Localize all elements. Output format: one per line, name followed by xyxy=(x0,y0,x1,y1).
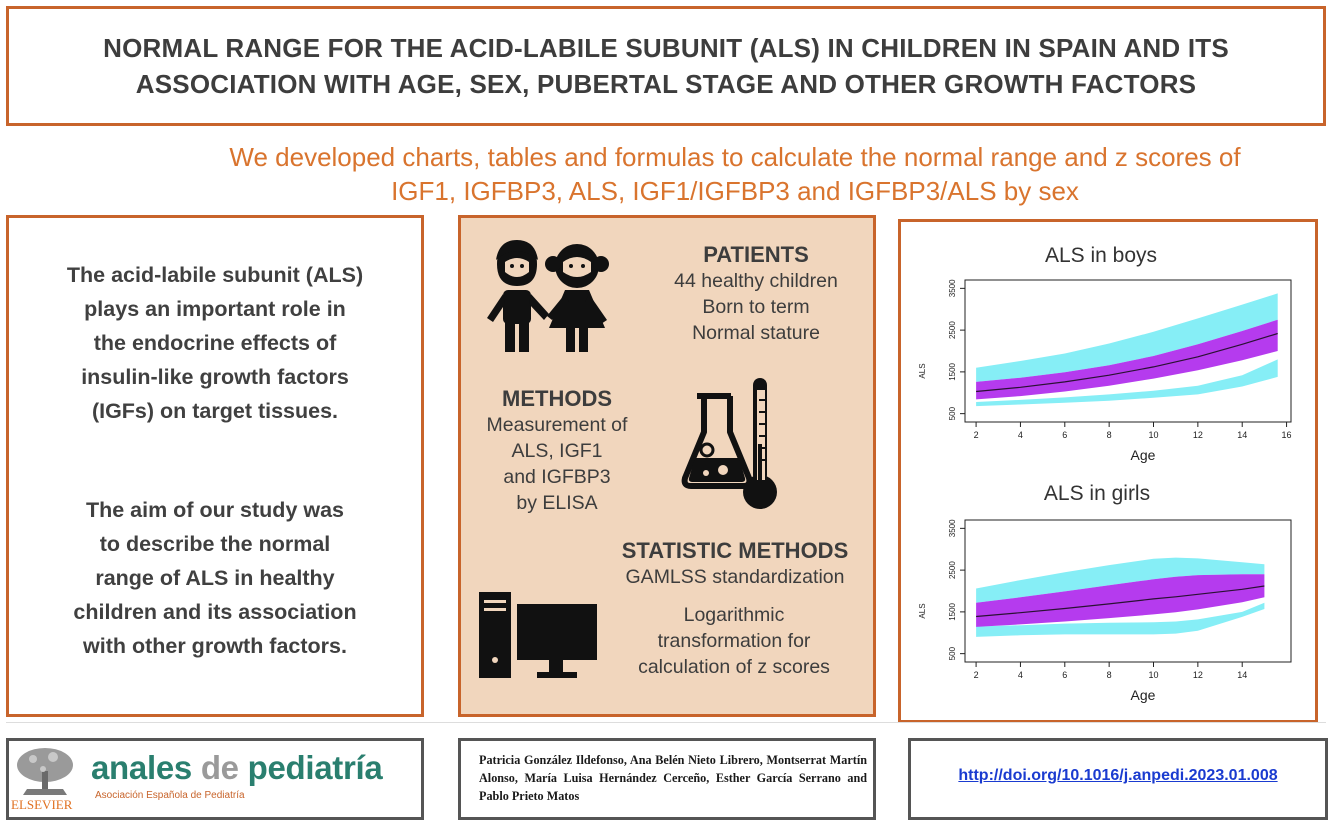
journal-name-part: de xyxy=(200,749,239,786)
x-tick-label: 8 xyxy=(1106,670,1112,680)
journal-box xyxy=(6,738,424,820)
y-axis-label: ALS xyxy=(918,603,927,619)
subtitle-line-1: We developed charts, tables and formulas to calculate the normal range and z scores of xyxy=(229,142,1241,172)
y-tick-label: 1500 xyxy=(948,362,957,381)
intro-line: (IGFs) on target tissues. xyxy=(91,399,339,423)
patients-line: 44 healthy children xyxy=(674,270,838,292)
footer-divider xyxy=(6,722,1326,723)
x-tick-label: 4 xyxy=(1017,430,1023,440)
journal-name-part: pediatría xyxy=(238,749,383,786)
patients-line: Normal stature xyxy=(692,322,820,344)
statistic-line: GAMLSS standardization xyxy=(625,566,845,588)
x-axis-label: Age xyxy=(1130,447,1156,463)
statistic-heading: STATISTIC METHODS xyxy=(621,538,849,563)
journal-name-part: anales xyxy=(91,749,201,786)
authors-box xyxy=(458,738,876,820)
x-tick-label: 14 xyxy=(1237,430,1248,440)
doi-link[interactable]: http://doi.org/10.1016/j.anpedi.2023.01.008 xyxy=(958,767,1278,784)
title-box xyxy=(6,6,1326,126)
intro-line: insulin-like growth factors xyxy=(81,365,349,389)
aim-line: to describe the normal xyxy=(99,532,331,556)
introduction-panel xyxy=(6,215,424,717)
patients-line: Born to term xyxy=(702,296,810,318)
aim-line: range of ALS in healthy xyxy=(95,566,335,590)
methods-panel xyxy=(458,215,876,717)
authors: Patricia González Ildefonso, Ana Belén Nieto Librero, Montserrat Martín Alonso, María Luisa Hernández Cerceño, Esther García Serrano and Pablo Prieto Matos xyxy=(479,753,867,803)
x-tick-label: 16 xyxy=(1281,430,1292,440)
methods-line: by ELISA xyxy=(516,492,598,514)
laboratory-icon xyxy=(679,374,789,516)
y-tick-label: 1500 xyxy=(948,602,957,621)
intro-text xyxy=(23,258,407,428)
x-tick-label: 6 xyxy=(1062,670,1068,680)
statistic-block xyxy=(597,538,873,590)
children-icon xyxy=(477,236,617,356)
aim-text xyxy=(23,493,407,663)
x-tick-label: 2 xyxy=(973,430,979,440)
intro-line: The acid-labile subunit (ALS) xyxy=(66,263,364,287)
aim-line: children and its association xyxy=(73,600,357,624)
journal-subtitle: Asociación Española de Pediatría xyxy=(95,790,245,801)
intro-line: plays an important role in xyxy=(84,297,346,321)
aim-line: with other growth factors. xyxy=(83,634,347,658)
methods-block xyxy=(467,386,647,516)
x-tick-label: 10 xyxy=(1148,430,1159,440)
x-tick-label: 12 xyxy=(1192,430,1203,440)
chart-title-girls: ALS in girls xyxy=(1043,482,1151,505)
methods-line: Measurement of xyxy=(486,414,628,436)
methods-line: and IGFBP3 xyxy=(503,466,611,488)
x-tick-label: 14 xyxy=(1237,670,1248,680)
y-axis-label: ALS xyxy=(918,363,927,379)
intro-line: the endocrine effects of xyxy=(93,331,337,355)
doi-box xyxy=(908,738,1328,820)
y-tick-label: 500 xyxy=(948,406,957,421)
patients-heading: PATIENTS xyxy=(703,242,809,267)
y-tick-label: 500 xyxy=(948,646,957,661)
x-tick-label: 2 xyxy=(973,670,979,680)
publisher-name: ELSEVIER xyxy=(11,797,73,812)
x-tick-label: 10 xyxy=(1148,670,1159,680)
elsevier-tree-logo xyxy=(13,745,77,797)
statistic-line: transformation for xyxy=(657,630,811,652)
statistic-line: Logarithmic xyxy=(683,604,785,626)
statistic-line: calculation of z scores xyxy=(638,656,830,678)
methods-line: ALS, IGF1 xyxy=(511,440,603,462)
subtitle-line-2: IGF1, IGFBP3, ALS, IGF1/IGFBP3 and IGFBP3/ALS by sex xyxy=(391,176,1079,206)
patients-block xyxy=(651,242,861,346)
journal-name xyxy=(91,749,382,787)
methods-heading: METHODS xyxy=(502,386,612,411)
x-tick-label: 8 xyxy=(1106,430,1112,440)
x-tick-label: 12 xyxy=(1192,670,1203,680)
x-axis-label: Age xyxy=(1130,687,1156,703)
y-tick-label: 3500 xyxy=(948,279,957,298)
girls-chart xyxy=(901,510,1311,710)
y-tick-label: 2500 xyxy=(948,561,957,580)
x-tick-label: 4 xyxy=(1017,670,1023,680)
y-tick-label: 3500 xyxy=(948,519,957,538)
aim-line: The aim of our study was xyxy=(85,498,345,522)
statistic-block-2 xyxy=(611,602,857,680)
chart-title-boys: ALS in boys xyxy=(1044,244,1158,267)
x-tick-label: 6 xyxy=(1062,430,1068,440)
subtitle xyxy=(140,140,1330,208)
title-line-2: ASSOCIATION WITH AGE, SEX, PUBERTAL STAGE AND OTHER GROWTH FACTORS xyxy=(135,69,1197,99)
y-tick-label: 2500 xyxy=(948,321,957,340)
title-line-1: NORMAL RANGE FOR THE ACID-LABILE SUBUNIT (ALS) IN CHILDREN IN SPAIN AND ITS xyxy=(103,33,1229,63)
boys-chart xyxy=(901,270,1311,470)
computer-icon xyxy=(479,590,599,680)
charts-panel xyxy=(898,219,1318,723)
